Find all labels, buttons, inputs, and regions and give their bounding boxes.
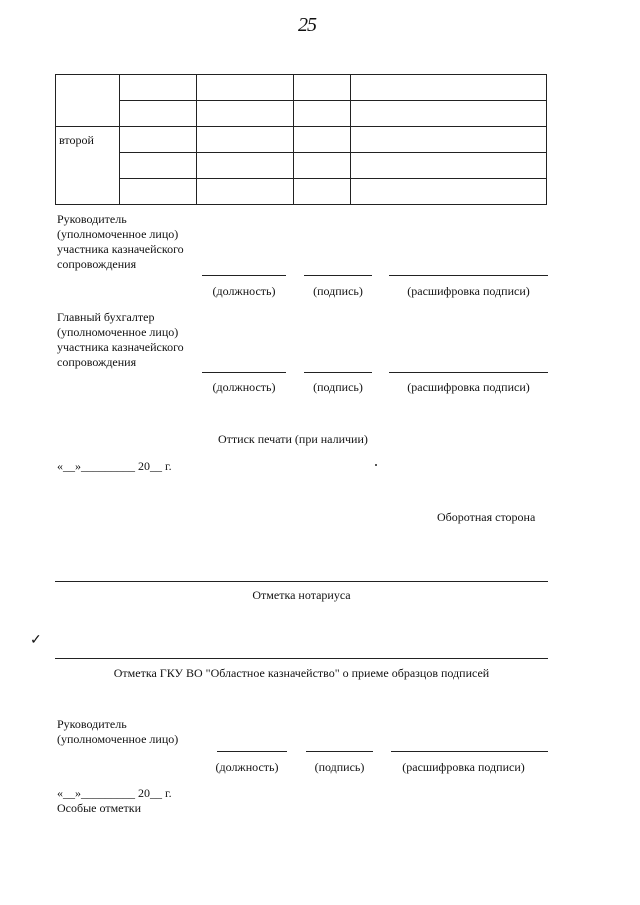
position-caption: (должность) xyxy=(212,284,276,298)
table-cell xyxy=(120,127,197,153)
notary-mark-label: Отметка нотариуса xyxy=(252,588,351,602)
name-caption: (расшифровка подписи) xyxy=(407,284,530,298)
table-row xyxy=(56,127,547,153)
table-cell xyxy=(120,101,197,127)
signature-caption: (подпись) xyxy=(313,284,363,298)
table-cell xyxy=(294,179,351,205)
table-cell xyxy=(294,101,351,127)
table-cell xyxy=(294,127,351,153)
table-cell xyxy=(351,153,547,179)
table-cell xyxy=(56,75,120,127)
name-line xyxy=(389,275,548,276)
position-caption: (должность) xyxy=(212,380,276,394)
signer-3-title xyxy=(57,717,178,747)
signer-3-title-line: (уполномоченное лицо) xyxy=(57,732,179,746)
signer-1-title-line: Руководитель xyxy=(57,212,127,226)
signer-2-title-line: сопровождения xyxy=(57,355,137,369)
table-row xyxy=(56,179,547,205)
table-row xyxy=(56,153,547,179)
signer-2-title xyxy=(57,310,184,370)
divider-line xyxy=(55,581,548,582)
special-notes-label: Особые отметки xyxy=(57,801,141,815)
table-cell xyxy=(351,179,547,205)
check-mark-icon: ✓ xyxy=(30,633,42,648)
signer-2-title-line: (уполномоченное лицо) xyxy=(57,325,179,339)
table-row xyxy=(56,75,547,101)
position-line xyxy=(217,751,287,752)
name-line xyxy=(389,372,548,373)
signer-1-title-line: (уполномоченное лицо) xyxy=(57,227,179,241)
scan-speck xyxy=(375,464,377,466)
signatures-table xyxy=(55,74,547,205)
position-caption: (должность) xyxy=(215,760,279,774)
signer-2-title-line: Главный бухгалтер xyxy=(57,310,155,324)
treasury-mark-label: Отметка ГКУ ВО "Областное казначейство" о приеме образцов подписей xyxy=(113,666,490,680)
table-cell xyxy=(351,127,547,153)
table-cell xyxy=(294,153,351,179)
table-cell xyxy=(351,75,547,101)
signature-line xyxy=(306,751,373,752)
table-cell xyxy=(120,153,197,179)
table-cell xyxy=(197,153,294,179)
signer-3-title-line: Руководитель xyxy=(57,717,127,731)
signature-line xyxy=(304,372,372,373)
signer-1-title xyxy=(57,212,184,272)
position-line xyxy=(202,372,286,373)
table-cell xyxy=(197,101,294,127)
divider-line xyxy=(55,658,548,659)
table-row xyxy=(56,101,547,127)
stamp-text: Оттиск печати (при наличии) xyxy=(218,432,368,446)
date-line: «__»_________ 20__ г. xyxy=(57,786,172,800)
name-line xyxy=(391,751,548,752)
signer-1-title-line: сопровождения xyxy=(57,257,137,271)
table-cell xyxy=(197,75,294,101)
reverse-side-label: Оборотная сторона xyxy=(437,510,536,524)
table-cell xyxy=(197,179,294,205)
name-caption: (расшифровка подписи) xyxy=(407,380,530,394)
signer-1-title-line: участника казначейского xyxy=(57,242,184,256)
table-cell xyxy=(197,127,294,153)
name-caption: (расшифровка подписи) xyxy=(402,760,525,774)
table-cell xyxy=(120,179,197,205)
date-line: «__»_________ 20__ г. xyxy=(57,459,172,473)
signature-caption: (подпись) xyxy=(313,380,363,394)
signature-line xyxy=(304,275,372,276)
signer-2-title-line: участника казначейского xyxy=(57,340,184,354)
table-cell xyxy=(120,75,197,101)
table-cell xyxy=(294,75,351,101)
signature-caption: (подпись) xyxy=(314,760,365,774)
table-cell xyxy=(351,101,547,127)
table-row-label: второй xyxy=(56,127,120,205)
page-number: 25 xyxy=(298,14,316,36)
position-line xyxy=(202,275,286,276)
